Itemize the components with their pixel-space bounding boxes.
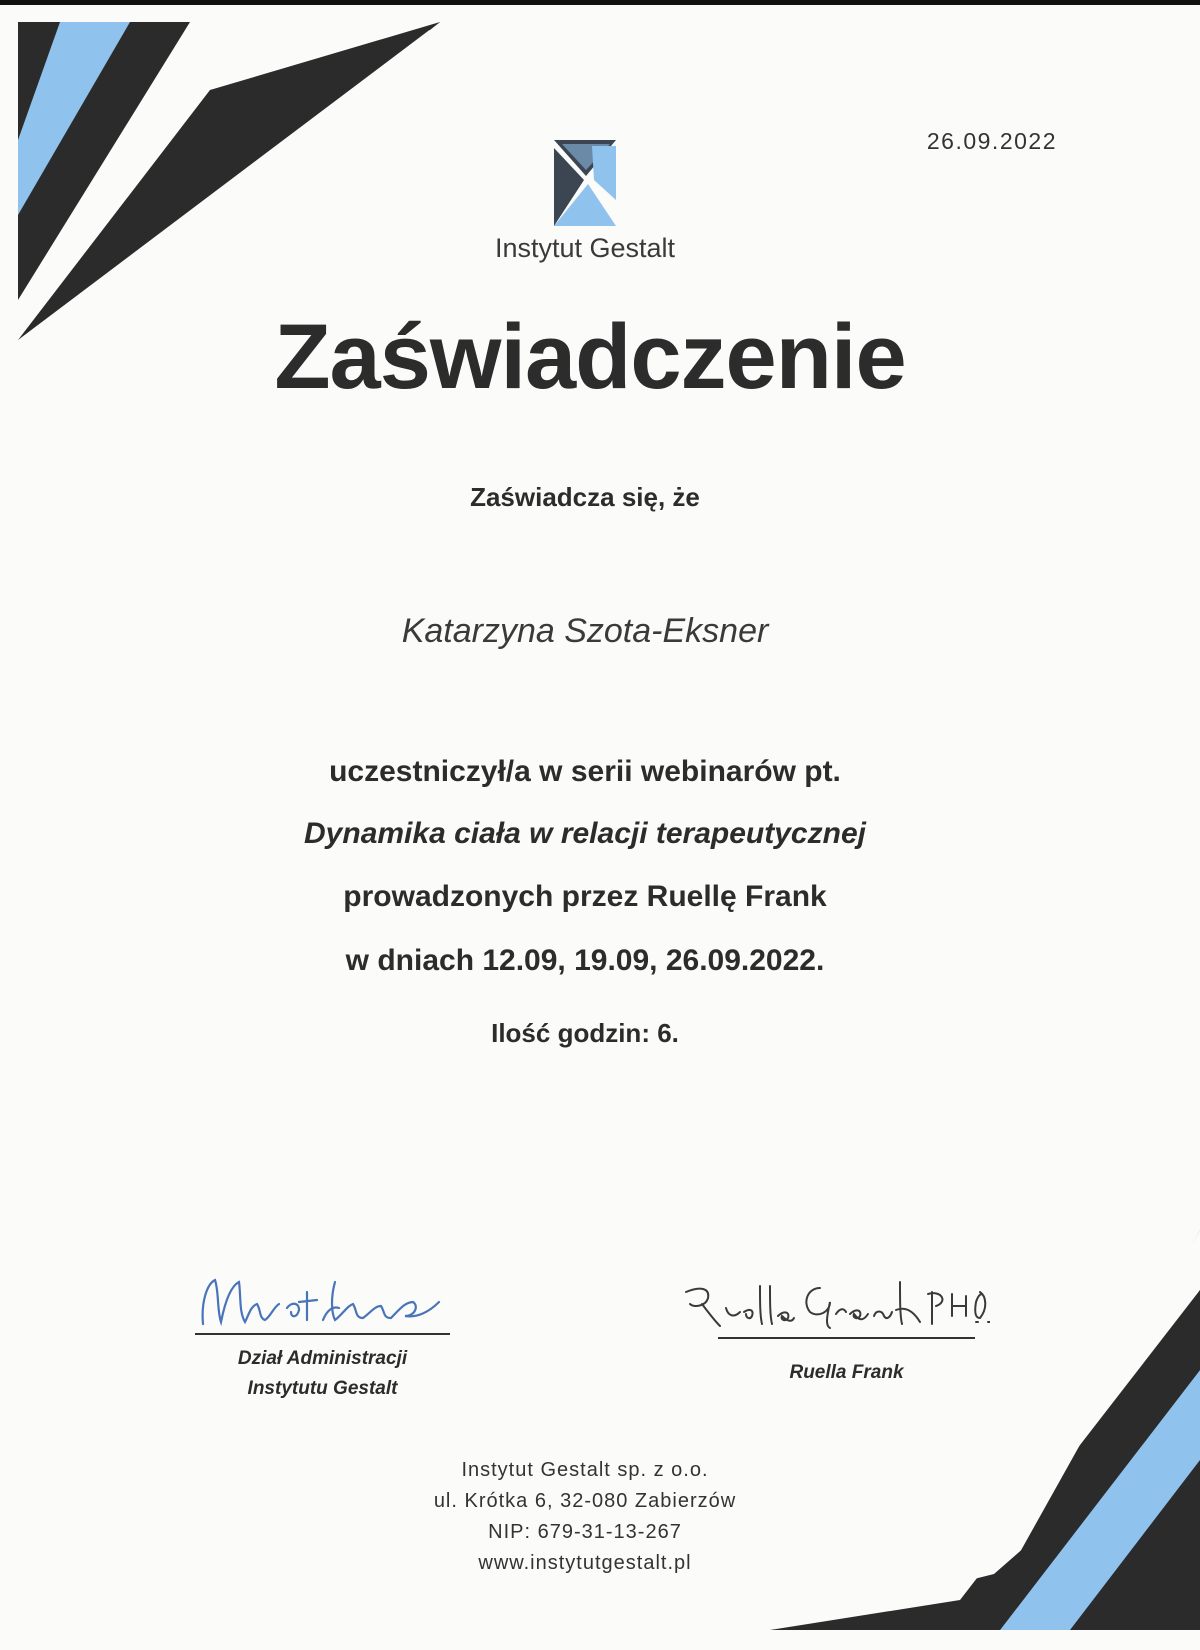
- participation-text: uczestniczył/a w serii webinarów pt.: [329, 755, 841, 788]
- signature-caption-left: [195, 1344, 450, 1404]
- signature-caption-left-line2: Instytutu Gestalt: [247, 1378, 398, 1399]
- course-title: Dynamika ciała w relacji terapeutycznej: [304, 817, 866, 850]
- footer-nip: NIP: 679-31-13-267: [488, 1521, 682, 1543]
- signature-line-left: [195, 1333, 450, 1335]
- dates-text: w dniach 12.09, 19.09, 26.09.2022.: [345, 944, 825, 977]
- recipient-name: Katarzyna Szota-Eksner: [401, 612, 769, 650]
- issue-date: 26.09.2022: [926, 128, 1057, 154]
- footer-website: www.instytutgestalt.pl: [478, 1552, 692, 1574]
- signature-caption-left-line1: Dział Administracji: [237, 1348, 408, 1369]
- signature-right: [680, 1272, 990, 1332]
- signature-left: [195, 1262, 445, 1334]
- signature-caption-right: Ruella Frank: [789, 1362, 904, 1383]
- intro-text: Zaświadcza się, że: [470, 482, 700, 512]
- instructor-text: prowadzonych przez Ruellę Frank: [343, 880, 827, 913]
- hours-text: Ilość godzin: 6.: [491, 1018, 679, 1048]
- footer-company: Instytut Gestalt sp. z o.o.: [461, 1459, 709, 1481]
- institute-logo-icon: [554, 140, 616, 226]
- footer-address: ul. Krótka 6, 32-080 Zabierzów: [433, 1490, 737, 1512]
- certificate-title: Zaświadczenie: [274, 306, 906, 408]
- signature-line-right: [718, 1337, 975, 1339]
- institute-logo-text: Instytut Gestalt: [494, 233, 676, 263]
